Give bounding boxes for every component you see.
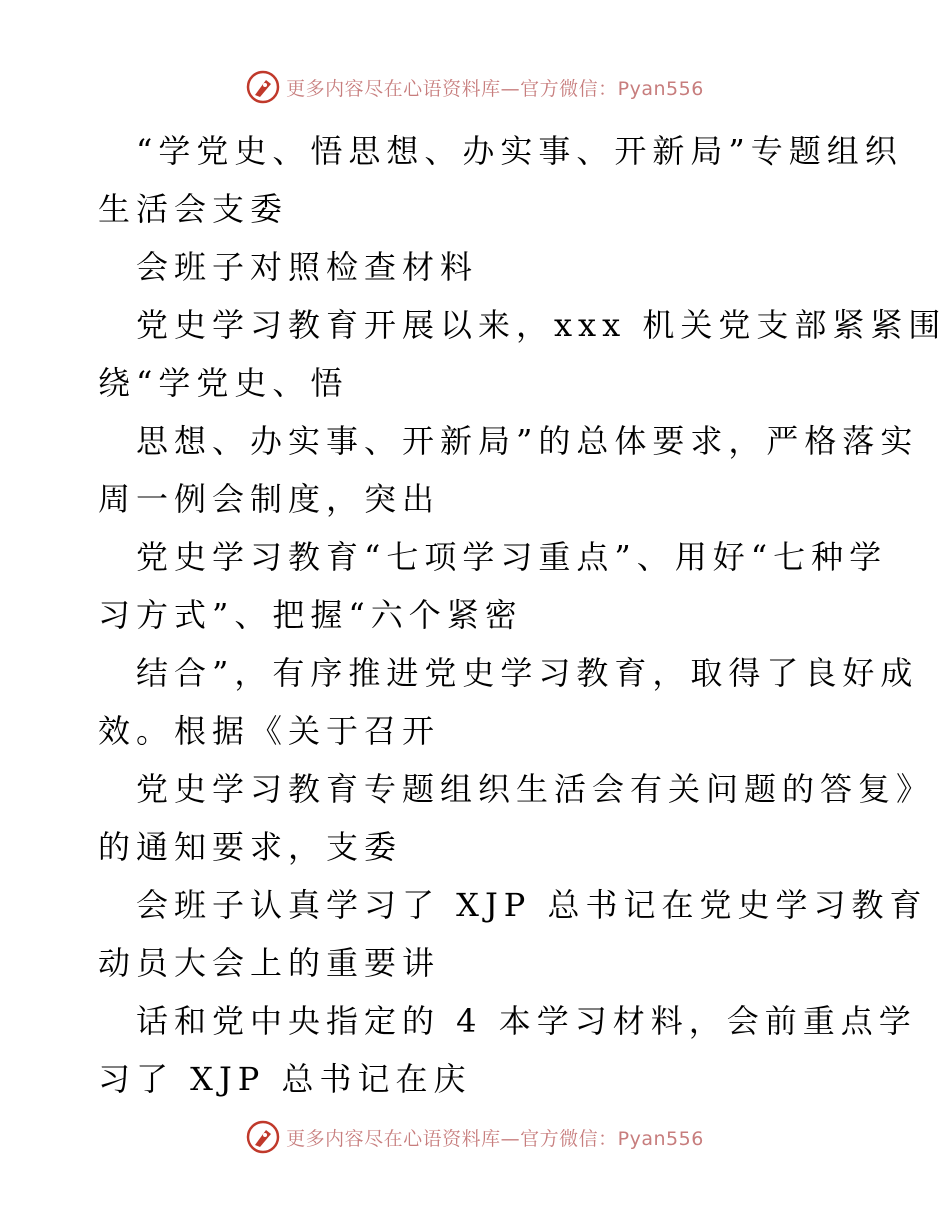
text-line: 党史学习教育“七项学习重点”、用好“七种学 [136,538,888,576]
text-line: 思想、办实事、开新局”的总体要求，严格落实 [136,422,919,460]
text-line: 党史学习教育专题组织生活会有关问题的答复》 [136,770,935,808]
text-line: 周一例会制度，突出 [98,480,441,518]
text-line: 党史学习教育开展以来，xxx 机关党支部紧紧围 [136,306,947,344]
document-body [98,122,947,1108]
header-watermark [0,70,950,104]
pen-nib-logo-icon [246,1120,280,1154]
text-line: 绕“学党史、悟 [98,364,349,402]
text-line: 动员大会上的重要讲 [98,944,441,982]
pen-nib-logo-icon [246,70,280,104]
footer-watermark [0,1120,950,1154]
text-line: 的通知要求，支委 [98,828,403,866]
text-line: 习了 XJP 总书记在庆 [98,1060,472,1098]
text-line: “学党史、悟思想、办实事、开新局”专题组织 [136,132,903,170]
text-line: 效。根据《关于召开 [98,712,441,750]
text-line: 会班子对照检查材料 [136,248,479,286]
watermark-text: 更多内容尽在心语资料库—官方微信：Pyan556 [286,77,704,100]
watermark-text: 更多内容尽在心语资料库—官方微信：Pyan556 [286,1127,704,1150]
text-line: 会班子认真学习了 XJP 总书记在党史学习教育 [136,886,928,924]
text-line: 结合”，有序推进党史学习教育，取得了良好成 [136,654,919,692]
text-line: 话和党中央指定的 4 本学习材料，会前重点学 [136,1002,917,1040]
text-line: 生活会支委 [98,190,289,228]
text-line: 习方式”、把握“六个紧密 [98,596,523,634]
